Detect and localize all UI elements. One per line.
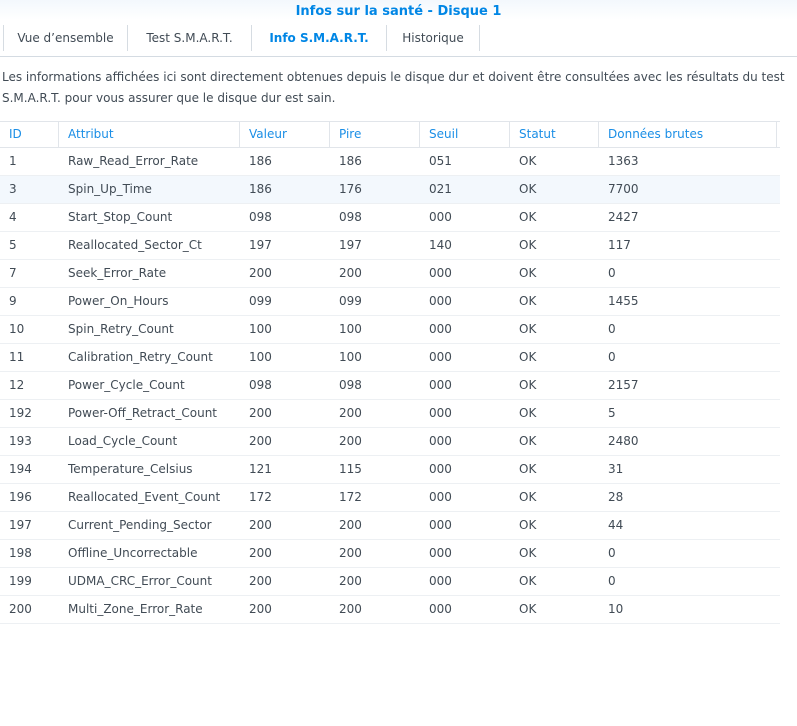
cell-worst: 100 <box>339 350 362 364</box>
cell-raw-data: 2157 <box>608 378 639 392</box>
cell-id: 9 <box>9 294 17 308</box>
cell-attribute: Reallocated_Sector_Ct <box>68 238 202 252</box>
cell-threshold: 000 <box>429 434 452 448</box>
cell-raw-data: 5 <box>608 406 616 420</box>
cell-attribute: Power_Cycle_Count <box>68 378 185 392</box>
cell-worst: 099 <box>339 294 362 308</box>
cell-raw-data: 0 <box>608 574 616 588</box>
column-header-threshold[interactable]: Seuil <box>420 122 510 148</box>
cell-status: OK <box>519 294 537 308</box>
cell-id: 4 <box>9 210 17 224</box>
cell-attribute: Power_On_Hours <box>68 294 169 308</box>
cell-raw-data: 10 <box>608 602 624 616</box>
cell-threshold: 000 <box>429 406 452 420</box>
cell-worst: 200 <box>339 602 362 616</box>
cell-id: 7 <box>9 266 17 280</box>
cell-threshold: 000 <box>429 546 452 560</box>
table-row[interactable] <box>0 596 780 624</box>
column-header-raw-data[interactable]: Données brutes <box>599 122 777 148</box>
cell-status: OK <box>519 462 537 476</box>
cell-attribute: Spin_Up_Time <box>68 182 152 196</box>
cell-value: 186 <box>249 182 272 196</box>
cell-worst: 200 <box>339 574 362 588</box>
cell-raw-data: 2427 <box>608 210 639 224</box>
cell-status: OK <box>519 154 537 168</box>
cell-status: OK <box>519 406 537 420</box>
table-row[interactable] <box>0 484 780 512</box>
cell-worst: 200 <box>339 266 362 280</box>
cell-raw-data: 28 <box>608 490 624 504</box>
smart-attributes-table <box>0 121 780 624</box>
cell-raw-data: 2480 <box>608 434 639 448</box>
cell-id: 196 <box>9 490 32 504</box>
table-row[interactable] <box>0 400 780 428</box>
cell-id: 194 <box>9 462 32 476</box>
cell-value: 200 <box>249 602 272 616</box>
tab-smart-info[interactable]: Info S.M.A.R.T. <box>252 25 387 51</box>
cell-threshold: 140 <box>429 238 452 252</box>
table-body <box>0 148 780 624</box>
cell-status: OK <box>519 350 537 364</box>
cell-status: OK <box>519 546 537 560</box>
cell-status: OK <box>519 602 537 616</box>
title-bar <box>0 0 797 20</box>
cell-raw-data: 117 <box>608 238 631 252</box>
column-header-worst[interactable]: Pire <box>330 122 420 148</box>
cell-attribute: Calibration_Retry_Count <box>68 350 213 364</box>
cell-status: OK <box>519 322 537 336</box>
cell-value: 098 <box>249 378 272 392</box>
cell-value: 200 <box>249 434 272 448</box>
tab-overview[interactable]: Vue d’ensemble <box>4 25 128 51</box>
cell-threshold: 000 <box>429 322 452 336</box>
cell-attribute: Load_Cycle_Count <box>68 434 178 448</box>
cell-id: 1 <box>9 154 17 168</box>
table-row[interactable] <box>0 512 780 540</box>
cell-threshold: 000 <box>429 490 452 504</box>
cell-value: 186 <box>249 154 272 168</box>
cell-worst: 200 <box>339 546 362 560</box>
cell-raw-data: 0 <box>608 350 616 364</box>
tab-smart-test[interactable]: Test S.M.A.R.T. <box>128 25 252 51</box>
cell-id: 199 <box>9 574 32 588</box>
cell-raw-data: 7700 <box>608 182 639 196</box>
cell-threshold: 000 <box>429 210 452 224</box>
cell-value: 100 <box>249 350 272 364</box>
cell-threshold: 000 <box>429 602 452 616</box>
cell-status: OK <box>519 434 537 448</box>
table-row[interactable] <box>0 260 780 288</box>
cell-threshold: 000 <box>429 462 452 476</box>
cell-id: 192 <box>9 406 32 420</box>
cell-id: 197 <box>9 518 32 532</box>
table-row[interactable] <box>0 540 780 568</box>
cell-threshold: 000 <box>429 574 452 588</box>
cell-value: 200 <box>249 518 272 532</box>
cell-worst: 172 <box>339 490 362 504</box>
table-row[interactable] <box>0 148 780 176</box>
cell-value: 200 <box>249 406 272 420</box>
cell-value: 197 <box>249 238 272 252</box>
cell-attribute: Power-Off_Retract_Count <box>68 406 218 420</box>
cell-status: OK <box>519 182 537 196</box>
cell-status: OK <box>519 574 537 588</box>
cell-threshold: 000 <box>429 518 452 532</box>
cell-status: OK <box>519 378 537 392</box>
cell-status: OK <box>519 266 537 280</box>
cell-threshold: 000 <box>429 378 452 392</box>
cell-worst: 186 <box>339 154 362 168</box>
column-header-attribute[interactable]: Attribut <box>59 122 240 148</box>
column-header-value[interactable]: Valeur <box>240 122 330 148</box>
cell-attribute: Reallocated_Event_Count <box>68 490 221 504</box>
table-row[interactable] <box>0 568 780 596</box>
cell-worst: 098 <box>339 210 362 224</box>
table-row[interactable] <box>0 232 780 260</box>
cell-id: 3 <box>9 182 17 196</box>
cell-worst: 197 <box>339 238 362 252</box>
cell-threshold: 000 <box>429 266 452 280</box>
column-header-filler <box>777 122 786 148</box>
table-row[interactable] <box>0 316 780 344</box>
table-row[interactable] <box>0 176 780 204</box>
cell-raw-data: 44 <box>608 518 624 532</box>
cell-attribute: Offline_Uncorrectable <box>68 546 198 560</box>
table-row[interactable] <box>0 372 780 400</box>
cell-id: 193 <box>9 434 32 448</box>
cell-attribute: Seek_Error_Rate <box>68 266 167 280</box>
cell-status: OK <box>519 518 537 532</box>
cell-worst: 098 <box>339 378 362 392</box>
cell-worst: 200 <box>339 434 362 448</box>
cell-raw-data: 0 <box>608 546 616 560</box>
cell-threshold: 000 <box>429 350 452 364</box>
tab-history[interactable]: Historique <box>387 25 480 51</box>
cell-id: 12 <box>9 378 25 392</box>
description-text: Les informations affichées ici sont directement obtenues depuis le disque dur et doivent être consultées avec les résultats du test S.M.A.R.T. pour vous assurer que le disque dur est sain. <box>2 70 785 105</box>
cell-id: 11 <box>9 350 25 364</box>
cell-value: 098 <box>249 210 272 224</box>
cell-attribute: Current_Pending_Sector <box>68 518 212 532</box>
tab-bar <box>0 20 797 57</box>
cell-status: OK <box>519 490 537 504</box>
cell-value: 099 <box>249 294 272 308</box>
cell-attribute: Spin_Retry_Count <box>68 322 174 336</box>
cell-value: 200 <box>249 266 272 280</box>
cell-id: 5 <box>9 238 17 252</box>
cell-id: 200 <box>9 602 32 616</box>
cell-attribute: UDMA_CRC_Error_Count <box>68 574 212 588</box>
table-row[interactable] <box>0 456 780 484</box>
cell-value: 200 <box>249 574 272 588</box>
cell-threshold: 000 <box>429 294 452 308</box>
cell-status: OK <box>519 238 537 252</box>
window-title: Infos sur la santé - Disque 1 <box>295 4 502 19</box>
cell-id: 10 <box>9 322 25 336</box>
table-row[interactable] <box>0 428 780 456</box>
cell-raw-data: 0 <box>608 266 616 280</box>
cell-raw-data: 1363 <box>608 154 639 168</box>
cell-value: 100 <box>249 322 272 336</box>
cell-threshold: 021 <box>429 182 452 196</box>
cell-attribute: Multi_Zone_Error_Rate <box>68 602 203 616</box>
cell-status: OK <box>519 210 537 224</box>
cell-attribute: Start_Stop_Count <box>68 210 173 224</box>
cell-raw-data: 1455 <box>608 294 639 308</box>
cell-worst: 115 <box>339 462 362 476</box>
cell-raw-data: 0 <box>608 322 616 336</box>
column-header-status[interactable]: Statut <box>510 122 599 148</box>
cell-value: 121 <box>249 462 272 476</box>
cell-id: 198 <box>9 546 32 560</box>
cell-attribute: Raw_Read_Error_Rate <box>68 154 199 168</box>
cell-worst: 200 <box>339 406 362 420</box>
cell-value: 172 <box>249 490 272 504</box>
cell-worst: 200 <box>339 518 362 532</box>
cell-attribute: Temperature_Celsius <box>68 462 193 476</box>
cell-worst: 100 <box>339 322 362 336</box>
cell-value: 200 <box>249 546 272 560</box>
cell-threshold: 051 <box>429 154 452 168</box>
table-row[interactable] <box>0 288 780 316</box>
table-row[interactable] <box>0 344 780 372</box>
column-header-id[interactable]: ID <box>0 122 59 148</box>
table-row[interactable] <box>0 204 780 232</box>
cell-worst: 176 <box>339 182 362 196</box>
cell-raw-data: 31 <box>608 462 624 476</box>
table-header <box>0 121 780 148</box>
